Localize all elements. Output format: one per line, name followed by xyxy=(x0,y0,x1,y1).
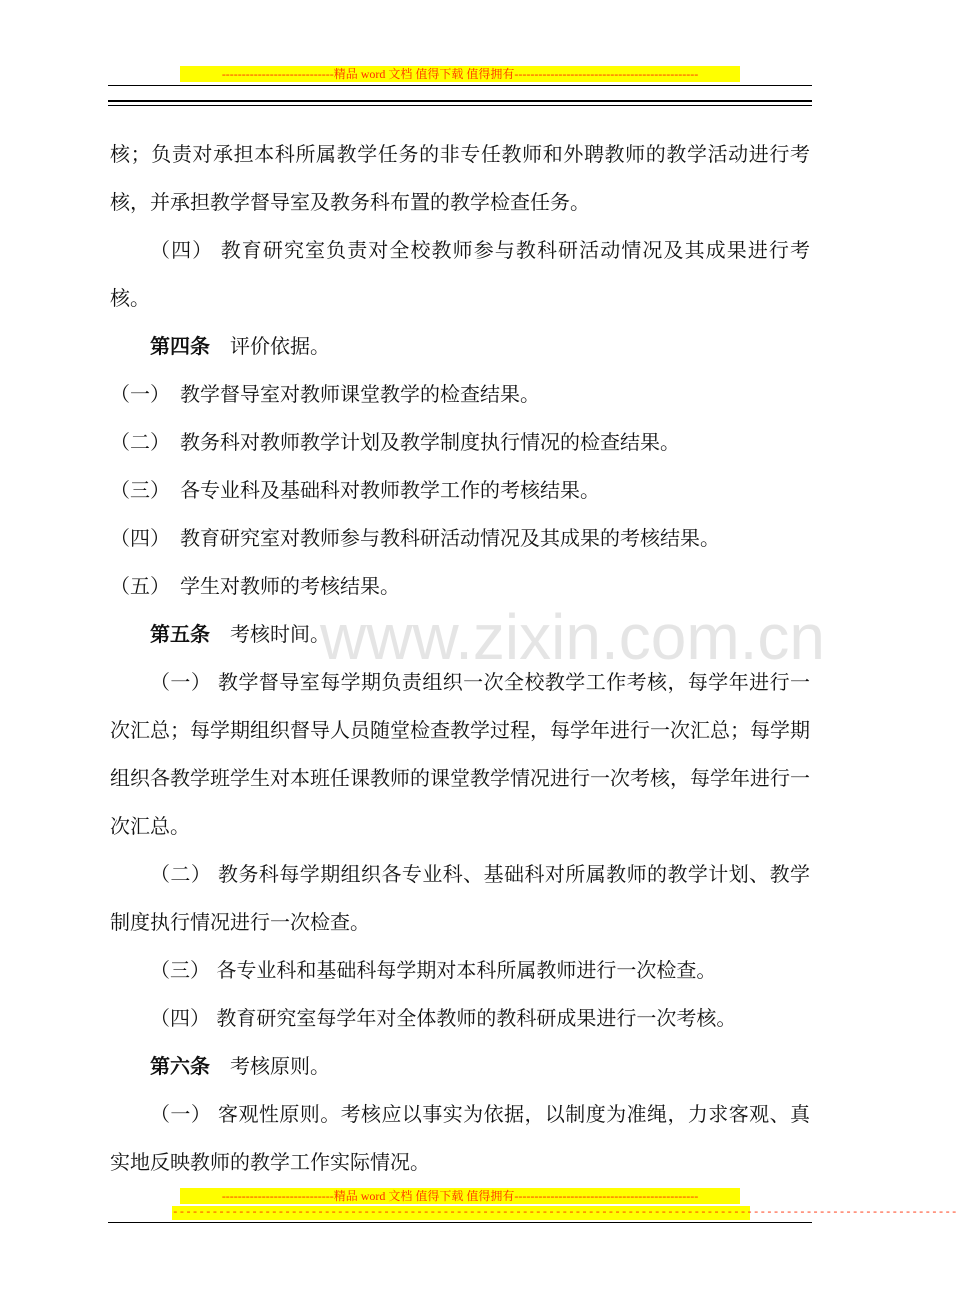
article-4-item: （三） 各专业科及基础科对教师教学工作的考核结果。 xyxy=(110,478,600,502)
article-4-item: （一） 教学督导室对教师课堂教学的检查结果。 xyxy=(110,382,540,406)
article-5-number: 第五条 xyxy=(150,622,210,646)
article-5-paragraph: （三） 各专业科和基础科每学期对本科所属教师进行一次检查。 xyxy=(150,958,717,982)
article-6-paragraph: （一） 客观性原则。考核应以事实为依据，以制度为准绳，力求客观、真实地反映教师的教学工作实际情况。 xyxy=(110,1102,810,1174)
article-5-title: 考核时间。 xyxy=(230,622,330,646)
article-6-heading xyxy=(110,1042,810,1090)
article-4-heading xyxy=(110,322,810,370)
footer-rule xyxy=(108,1222,812,1223)
paragraph-item-4: （四） 教育研究室负责对全校教师参与教科研活动情况及其成果进行考核。 xyxy=(110,238,810,310)
article-4-item: （五） 学生对教师的考核结果。 xyxy=(110,574,400,598)
header-rule xyxy=(108,85,812,86)
article-4-number: 第四条 xyxy=(150,334,210,358)
paragraph-continuation: 核；负责对承担本科所属教学任务的非专任教师和外聘教师的教学活动进行考核，并承担教学督导室及教务科布置的教学检查任务。 xyxy=(110,142,810,214)
article-6-title: 考核原则。 xyxy=(230,1054,330,1078)
article-5-paragraph: （四） 教育研究室每学年对全体教师的教科研成果进行一次考核。 xyxy=(150,1006,737,1030)
article-4-item: （四） 教育研究室对教师参与教科研活动情况及其成果的考核结果。 xyxy=(110,526,720,550)
article-4-title: 评价依据。 xyxy=(230,334,330,358)
document-body xyxy=(110,130,810,1186)
footer-banner: ----------------------------精品 word 文档 值得下载 值得拥有---------------------------------------------- xyxy=(180,1188,740,1204)
footer-dash-line: ----------------------------------------------------------------------------------------------------------------------- xyxy=(172,1207,958,1219)
header-banner: ----------------------------精品 word 文档 值得下载 值得拥有---------------------------------------------- xyxy=(180,66,740,82)
article-6-number: 第六条 xyxy=(150,1054,210,1078)
header-double-rule-thin xyxy=(108,105,812,106)
watermark: www.zixin.com.cn xyxy=(320,601,825,673)
article-5-heading xyxy=(110,610,810,658)
article-5-paragraph: （二） 教务科每学期组织各专业科、基础科对所属教师的教学计划、教学制度执行情况进行一次检查。 xyxy=(110,862,810,934)
header-double-rule-thick xyxy=(108,100,812,102)
article-4-item: （二） 教务科对教师教学计划及教学制度执行情况的检查结果。 xyxy=(110,430,680,454)
article-5-paragraph: （一） 教学督导室每学期负责组织一次全校教学工作考核，每学年进行一次汇总；每学期组织督导人员随堂检查教学过程，每学年进行一次汇总；每学期组织各教学班学生对本班任课教师的课堂教学情况进行一次考核，每学年进行一次汇总。 xyxy=(110,670,810,838)
